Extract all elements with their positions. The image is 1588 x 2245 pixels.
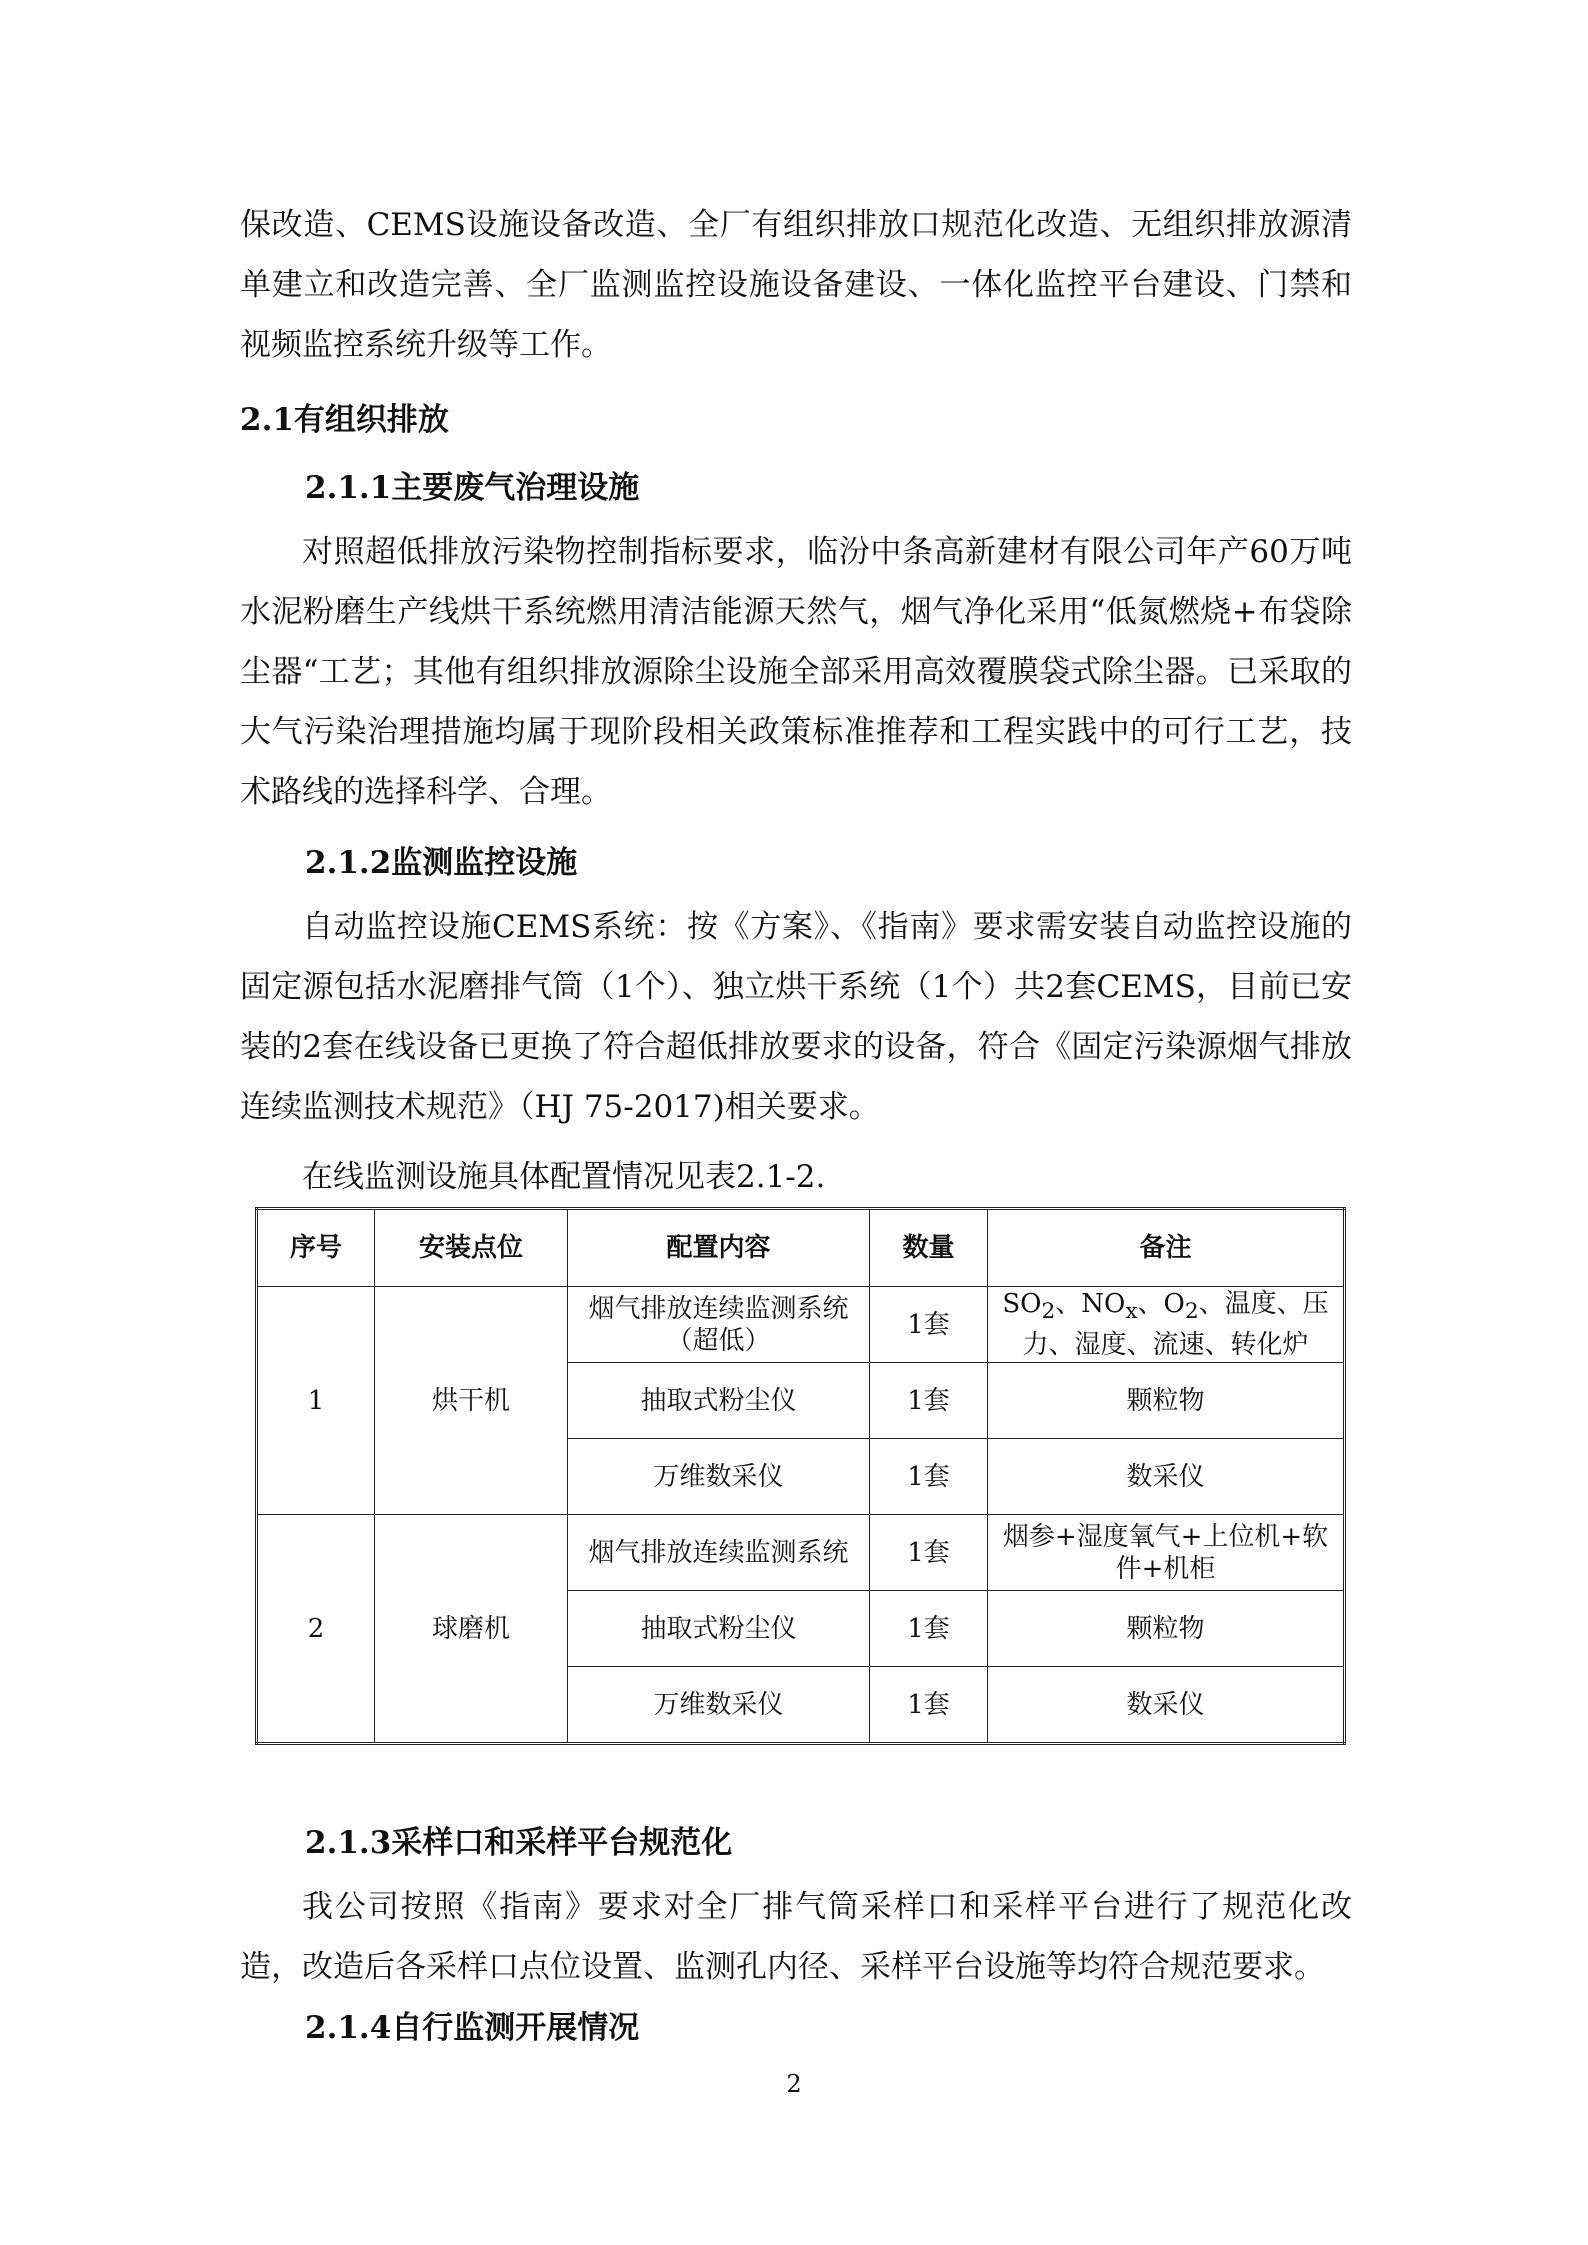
- remark-cell: 烟参+湿度氧气+上位机+软件+机柜: [988, 1515, 1345, 1591]
- heading-2-1: 2.1有组织排放: [240, 402, 449, 438]
- quantity-cell: 1套: [870, 1287, 988, 1363]
- header-cell: 序号: [257, 1209, 375, 1287]
- subscript: x: [1125, 1299, 1138, 1325]
- row-number-cell: 2: [257, 1515, 375, 1744]
- heading-2-1-2: 2.1.2监测监控设施: [305, 845, 578, 881]
- intro-paragraph: 保改造、CEMS设施设备改造、全厂有组织排放口规范化改造、无组织排放源清单建立和改造完善、全厂监测监控设施设备建设、一体化监控平台建设、门禁和视频监控系统升级等工作。: [240, 207, 1352, 363]
- monitoring-config-table: [255, 1207, 1346, 1745]
- remark-text: 、O: [1137, 1289, 1185, 1320]
- header-cell: 备注: [988, 1209, 1345, 1287]
- quantity-cell: 1套: [870, 1363, 988, 1439]
- location-cell: 烘干机: [375, 1287, 568, 1515]
- heading-2-1-1: 2.1.1主要废气治理设施: [305, 470, 640, 506]
- subscript: 2: [1041, 1299, 1056, 1325]
- header-cell: 安装点位: [375, 1209, 568, 1287]
- heading-2-1-3: 2.1.3采样口和采样平台规范化: [305, 1825, 733, 1861]
- table-reference-paragraph: 在线监测设施具体配置情况见表2.1-2.: [302, 1159, 826, 1195]
- quantity-cell: 1套: [870, 1591, 988, 1667]
- heading-2-1-4: 2.1.4自行监测开展情况: [305, 2010, 640, 2046]
- subscript: 2: [1184, 1299, 1199, 1325]
- remark-cell: 数采仪: [988, 1439, 1345, 1515]
- row-number-cell: 1: [257, 1287, 375, 1515]
- remark-text: SO: [1002, 1289, 1042, 1320]
- page-number: 2: [786, 2070, 802, 2098]
- table-row: [257, 1287, 1345, 1363]
- quantity-cell: 1套: [870, 1439, 988, 1515]
- remark-cell: [988, 1287, 1345, 1363]
- quantity-cell: 1套: [870, 1667, 988, 1744]
- remark-text: 、NO: [1055, 1289, 1126, 1320]
- remark-cell: 颗粒物: [988, 1363, 1345, 1439]
- content-cell: 烟气排放连续监测系统: [568, 1515, 870, 1591]
- header-cell: 配置内容: [568, 1209, 870, 1287]
- table-header-row: [257, 1209, 1345, 1287]
- remark-cell: 颗粒物: [988, 1591, 1345, 1667]
- quantity-cell: 1套: [870, 1515, 988, 1591]
- paragraph-2-1-3: 我公司按照《指南》要求对全厂排气筒采样口和采样平台进行了规范化改造，改造后各采样口点位设置、监测孔内径、采样平台设施等均符合规范要求。: [240, 1889, 1352, 1985]
- remark-cell: 数采仪: [988, 1667, 1345, 1744]
- remark-text: 、温度、压力、湿度、流速、转化炉: [1022, 1289, 1329, 1360]
- paragraph-2-1-1: 对照超低排放污染物控制指标要求，临汾中条高新建材有限公司年产60万吨水泥粉磨生产线烘干系统燃用清洁能源天然气，烟气净化采用“低氮燃烧+布袋除尘器“工艺；其他有组织排放源除尘设施全部采用高效覆膜袋式除尘器。已采取的大气污染治理措施均属于现阶段相关政策标准推荐和工程实践中的可行工艺，技术路线的选择科学、合理。: [240, 534, 1352, 810]
- header-cell: 数量: [870, 1209, 988, 1287]
- content-cell: 抽取式粉尘仪: [568, 1363, 870, 1439]
- content-cell: 万维数采仪: [568, 1667, 870, 1744]
- paragraph-2-1-2: 自动监控设施CEMS系统：按《方案》、《指南》要求需安装自动监控设施的固定源包括水泥磨排气筒（1个）、独立烘干系统（1个）共2套CEMS，目前已安装的2套在线设备已更换了符合超低排放要求的设备，符合《固定污染源烟气排放连续监测技术规范》（HJ 75-2017)相关要求。: [240, 909, 1352, 1125]
- content-cell: 抽取式粉尘仪: [568, 1591, 870, 1667]
- content-cell: 烟气排放连续监测系统（超低）: [568, 1287, 870, 1363]
- location-cell: 球磨机: [375, 1515, 568, 1744]
- content-cell: 万维数采仪: [568, 1439, 870, 1515]
- table-row: [257, 1515, 1345, 1591]
